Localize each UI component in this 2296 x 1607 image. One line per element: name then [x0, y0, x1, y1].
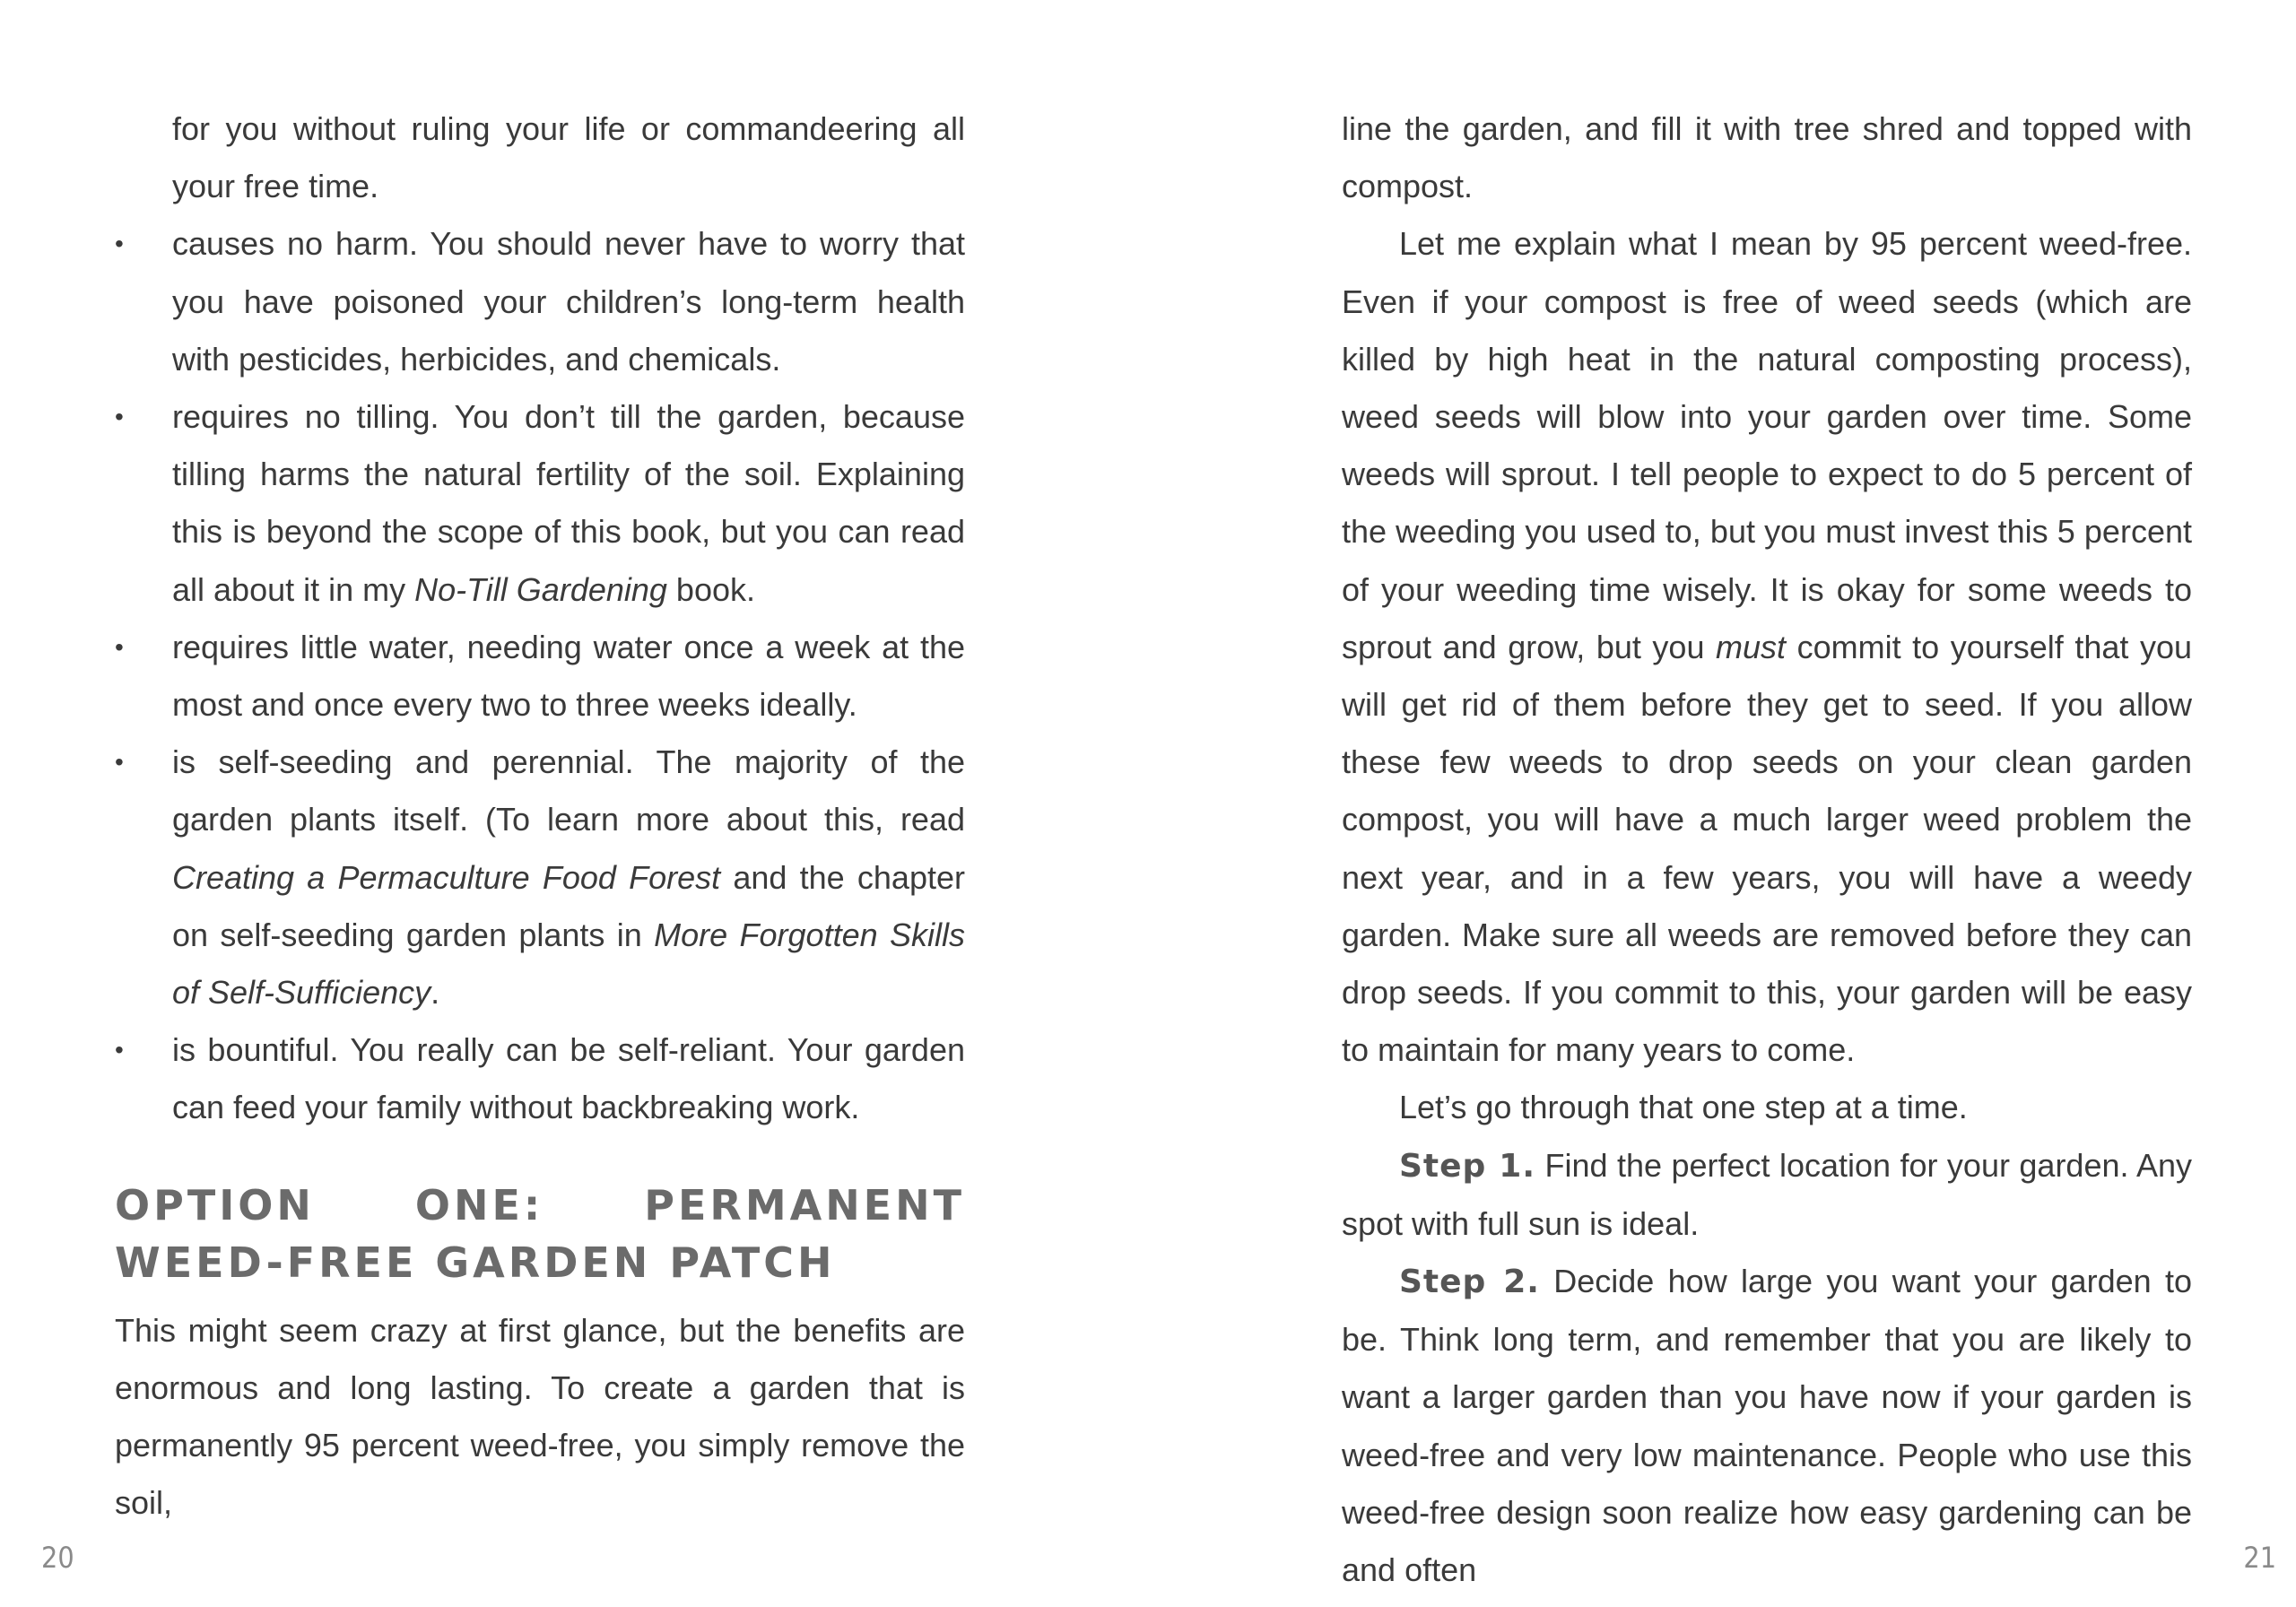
page-number: 21 — [2243, 1541, 2276, 1575]
book-title: No-Till Gardening — [414, 570, 667, 608]
bullet-icon: • — [115, 1036, 124, 1064]
page-number: 20 — [41, 1541, 74, 1575]
bullet-item: • is self-seeding and perennial. The majority of the garden plants itself. (To learn more about this, read Creating a Permaculture Food Forest and the chapter on self-seeding garden plants in More Forgotten Skills of Self-Sufficiency. — [115, 734, 965, 1021]
step-paragraph: Step 1. Find the perfect location for your garden. Any spot with full sun is ideal. — [1342, 1146, 2192, 1242]
right-page-body — [1342, 100, 2192, 1599]
book-title: More Forgotten Skills of Self-Sufficiency — [172, 916, 965, 1012]
bullet-item: • requires little water, needing water once a week at the most and once every two to three weeks ideally. — [115, 619, 965, 734]
body-paragraph: This might seem crazy at first glance, but the benefits are enormous and long lasting. To create a garden that is permanently 95 percent weed-free, you simply remove the soil, — [115, 1311, 965, 1522]
step-label: Step 1. — [1399, 1147, 1536, 1185]
bullet-item: • requires no tilling. You don’t till the garden, because tilling harms the natural fertility of the soil. Explaining this is beyond the scope of this book, but you can read all about it in my No-Till Gardening book. — [115, 388, 965, 619]
body-paragraph: Let’s go through that one step at a time. — [1399, 1089, 1968, 1126]
step-label: Step 2. — [1399, 1264, 1540, 1301]
section-heading: OPTION ONE: PERMANENT WEED-FREE GARDEN PATCH — [115, 1180, 965, 1287]
continuation-text: line the garden, and fill it with tree shred and topped with compost. — [1342, 110, 2192, 205]
step-paragraph: Step 2. Decide how large you want your garden to be. Think long term, and remember that you are likely to want a larger garden than you have now if your garden is weed-free and very low maintenance. People who use this weed-free design soon realize how easy gardening can be and often — [1342, 1263, 2192, 1589]
left-page-body — [115, 100, 965, 1532]
feature-bullet-list — [115, 215, 965, 1136]
bullet-item: • is bountiful. You really can be self-reliant. Your garden can feed your family without backbreaking work. — [115, 1021, 965, 1136]
right-page — [1148, 0, 2296, 1607]
bullet-icon: • — [115, 632, 124, 661]
bullet-icon: • — [115, 748, 124, 777]
body-paragraph: Let me explain what I mean by 95 percent weed-free. Even if your compost is free of weed seeds (which are killed by high heat in the natural composting process), weed seeds will blow into your garden over time. Some weeds will sprout. I tell people to expect to do 5 percent of the weeding you used to, but you must invest this 5 percent of your weeding time wisely. It is okay for some weeds to sprout and grow, but you must commit to yourself that you will get rid of them before they get to seed. If you allow these few weeds to drop seeds on your clean garden compost, you will have a much larger weed problem the next year, and in a few years, you will have a weedy garden. Make sure all weeds are removed before they can drop seeds. If you commit to this, your garden will be easy to maintain for many years to come. — [1342, 225, 2192, 1069]
bullet-icon: • — [115, 230, 124, 258]
book-title: Creating a Permaculture Food Forest — [172, 858, 721, 896]
bullet-item: • causes no harm. You should never have to worry that you have poisoned your children’s long-term health with pesticides, herbicides, and chemicals. — [115, 215, 965, 388]
continuation-text: for you without ruling your life or commandeering all your free time. — [172, 110, 965, 205]
bullet-icon: • — [115, 403, 124, 431]
emphasis-text: must — [1716, 628, 1787, 665]
